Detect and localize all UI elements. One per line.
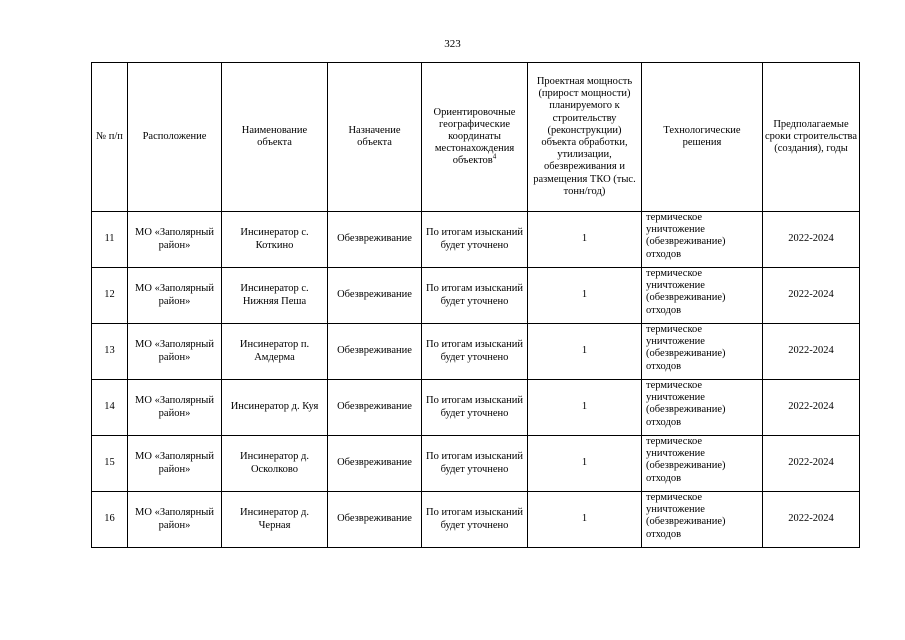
- facilities-table: [91, 62, 860, 548]
- cell-name: Инсинератор с. Нижняя Пеша: [222, 268, 328, 324]
- cell-coords: По итогам изысканий будет уточнено: [422, 324, 528, 380]
- header-coords-text: Ориентировочные географические координаты местонахождения объектов: [433, 106, 516, 167]
- header-purpose: Назначение объекта: [328, 63, 422, 212]
- cell-terms: 2022-2024: [763, 324, 860, 380]
- cell-num: 16: [92, 492, 128, 548]
- table-row: [92, 268, 860, 324]
- cell-purpose: Обезвреживание: [328, 212, 422, 268]
- cell-name: Инсинератор п. Амдерма: [222, 324, 328, 380]
- cell-coords: По итогам изысканий будет уточнено: [422, 268, 528, 324]
- cell-purpose: Обезвреживание: [328, 436, 422, 492]
- cell-num: 12: [92, 268, 128, 324]
- header-terms: Предполагаемые сроки строительства (создания), годы: [763, 63, 860, 212]
- cell-coords: По итогам изысканий будет уточнено: [422, 436, 528, 492]
- cell-location: МО «Заполярный район»: [128, 492, 222, 548]
- cell-terms: 2022-2024: [763, 212, 860, 268]
- cell-purpose: Обезвреживание: [328, 380, 422, 436]
- cell-terms: 2022-2024: [763, 436, 860, 492]
- cell-tech: термическое уничтожение (обезвреживание) отходов: [642, 268, 763, 324]
- cell-name: Инсинератор д. Осколково: [222, 436, 328, 492]
- cell-location: МО «Заполярный район»: [128, 324, 222, 380]
- table-row: [92, 436, 860, 492]
- table-row: [92, 212, 860, 268]
- cell-purpose: Обезвреживание: [328, 492, 422, 548]
- cell-name: Инсинератор д. Куя: [222, 380, 328, 436]
- cell-location: МО «Заполярный район»: [128, 380, 222, 436]
- cell-tech: термическое уничтожение (обезвреживание) отходов: [642, 324, 763, 380]
- cell-capacity: 1: [528, 380, 642, 436]
- cell-capacity: 1: [528, 268, 642, 324]
- cell-name: Инсинератор д. Черная: [222, 492, 328, 548]
- cell-purpose: Обезвреживание: [328, 324, 422, 380]
- cell-num: 11: [92, 212, 128, 268]
- cell-tech: термическое уничтожение (обезвреживание) отходов: [642, 492, 763, 548]
- header-name: Наименование объекта: [222, 63, 328, 212]
- cell-tech: термическое уничтожение (обезвреживание) отходов: [642, 380, 763, 436]
- cell-coords: По итогам изысканий будет уточнено: [422, 212, 528, 268]
- cell-capacity: 1: [528, 492, 642, 548]
- cell-location: МО «Заполярный район»: [128, 212, 222, 268]
- cell-name: Инсинератор с. Коткино: [222, 212, 328, 268]
- footnote-mark: 4: [492, 152, 497, 161]
- cell-coords: По итогам изысканий будет уточнено: [422, 492, 528, 548]
- cell-tech: термическое уничтожение (обезвреживание) отходов: [642, 436, 763, 492]
- cell-capacity: 1: [528, 324, 642, 380]
- table-row: [92, 380, 860, 436]
- cell-num: 14: [92, 380, 128, 436]
- cell-num: 15: [92, 436, 128, 492]
- cell-location: МО «Заполярный район»: [128, 436, 222, 492]
- cell-coords: По итогам изысканий будет уточнено: [422, 380, 528, 436]
- header-tech: Технологические решения: [642, 63, 763, 212]
- cell-terms: 2022-2024: [763, 492, 860, 548]
- cell-capacity: 1: [528, 212, 642, 268]
- page-number: 323: [444, 38, 461, 50]
- header-location: Расположение: [128, 63, 222, 212]
- header-coords: [422, 63, 528, 212]
- header-num: № п/п: [92, 63, 128, 212]
- cell-capacity: 1: [528, 436, 642, 492]
- cell-purpose: Обезвреживание: [328, 268, 422, 324]
- cell-location: МО «Заполярный район»: [128, 268, 222, 324]
- cell-tech: термическое уничтожение (обезвреживание) отходов: [642, 212, 763, 268]
- header-capacity: Проектная мощность (прирост мощности) планируемого к строительству (реконструкции) объекта обработки, утилизации, обезвреживания и размещения ТКО (тыс. тонн/год): [528, 63, 642, 212]
- cell-num: 13: [92, 324, 128, 380]
- table-row: [92, 492, 860, 548]
- cell-terms: 2022-2024: [763, 380, 860, 436]
- table-header-row: [92, 63, 860, 212]
- cell-terms: 2022-2024: [763, 268, 860, 324]
- table-row: [92, 324, 860, 380]
